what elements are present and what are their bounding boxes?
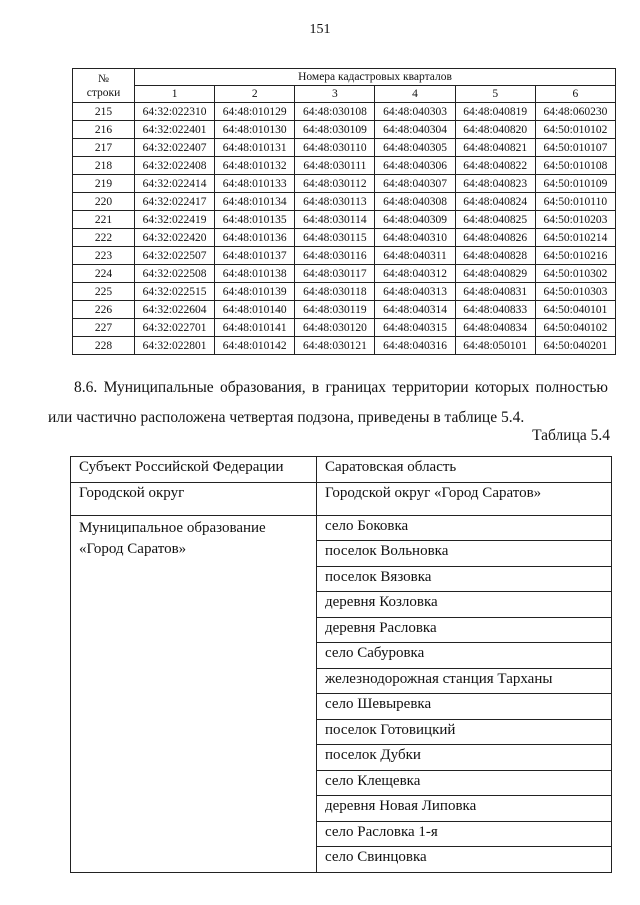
column-header: 1 (135, 86, 215, 103)
table-row (73, 175, 616, 193)
table-row (71, 515, 612, 541)
cadastral-number-cell: 64:32:022508 (135, 265, 215, 283)
cadastral-number-cell: 64:48:040303 (375, 103, 455, 121)
table-row (73, 265, 616, 283)
cadastral-number-cell: 64:50:010216 (535, 247, 615, 265)
table-row (73, 193, 616, 211)
cadastral-number-cell: 64:48:030116 (295, 247, 375, 265)
cadastral-number-cell: 64:48:040822 (455, 157, 535, 175)
cadastral-number-cell: 64:50:040201 (535, 337, 615, 355)
okrug-label: Городской округ (71, 482, 317, 515)
table-row (73, 283, 616, 301)
cadastral-number-cell: 64:48:040825 (455, 211, 535, 229)
settlement-name: поселок Дубки (317, 745, 612, 771)
table-row (73, 157, 616, 175)
cadastral-number-cell: 64:50:010102 (535, 121, 615, 139)
cadastral-number-cell: 64:32:022604 (135, 301, 215, 319)
row-number-header (73, 69, 135, 103)
settlement-name: село Сабуровка (317, 643, 612, 669)
cadastral-number-cell: 64:48:040305 (375, 139, 455, 157)
cadastral-number-cell: 64:48:010132 (215, 157, 295, 175)
cadastral-number-cell: 64:48:040824 (455, 193, 535, 211)
settlement-name: деревня Козловка (317, 592, 612, 618)
okrug-value: Городской округ «Город Саратов» (317, 482, 612, 515)
table-row (73, 229, 616, 247)
cadastral-number-cell: 64:48:040834 (455, 319, 535, 337)
column-header: 5 (455, 86, 535, 103)
column-header: 6 (535, 86, 615, 103)
row-number-cell: 215 (73, 103, 135, 121)
page-number: 151 (309, 22, 331, 37)
column-header: 4 (375, 86, 455, 103)
subject-value: Саратовская область (317, 457, 612, 483)
cadastral-number-cell: 64:48:030109 (295, 121, 375, 139)
cadastral-number-cell: 64:48:040313 (375, 283, 455, 301)
table-row (73, 103, 616, 121)
cadastral-number-cell: 64:48:030108 (295, 103, 375, 121)
row-number-cell: 228 (73, 337, 135, 355)
cadastral-number-cell: 64:48:040306 (375, 157, 455, 175)
cadastral-number-cell: 64:32:022515 (135, 283, 215, 301)
cadastral-number-cell: 64:32:022407 (135, 139, 215, 157)
cadastral-number-cell: 64:48:010141 (215, 319, 295, 337)
cadastral-number-cell: 64:50:010203 (535, 211, 615, 229)
table-row (73, 139, 616, 157)
settlement-name: поселок Вольновка (317, 541, 612, 567)
subject-label: Субъект Российской Федерации (71, 457, 317, 483)
table-row (73, 301, 616, 319)
cadastral-number-cell: 64:50:040101 (535, 301, 615, 319)
cadastral-number-cell: 64:48:030121 (295, 337, 375, 355)
row-number-header-bottom: строки (86, 86, 121, 99)
cadastral-number-cell: 64:50:010107 (535, 139, 615, 157)
cadastral-number-cell: 64:50:010109 (535, 175, 615, 193)
cadastral-number-cell: 64:48:040315 (375, 319, 455, 337)
cadastral-number-cell: 64:48:030117 (295, 265, 375, 283)
cadastral-number-cell: 64:32:022401 (135, 121, 215, 139)
paragraph-8-6: 8.6. Муниципальные образования, в границах территории которых полностью или частично расположена четвертая подзона, приведены в таблице 5.4. (48, 379, 608, 426)
cadastral-number-cell: 64:48:040316 (375, 337, 455, 355)
cadastral-number-cell: 64:48:040308 (375, 193, 455, 211)
settlement-name: поселок Готовицкий (317, 719, 612, 745)
municipal-table-body (71, 457, 612, 873)
row-number-cell: 220 (73, 193, 135, 211)
cadastral-number-cell: 64:48:030112 (295, 175, 375, 193)
settlement-name: село Шевыревка (317, 694, 612, 720)
cadastral-number-cell: 64:32:022414 (135, 175, 215, 193)
cadastral-number-cell: 64:48:030110 (295, 139, 375, 157)
row-number-cell: 217 (73, 139, 135, 157)
cadastral-number-cell: 64:48:040311 (375, 247, 455, 265)
column-header: 3 (295, 86, 375, 103)
cadastral-number-cell: 64:32:022419 (135, 211, 215, 229)
cadastral-number-cell: 64:48:010140 (215, 301, 295, 319)
cadastral-number-cell: 64:48:040828 (455, 247, 535, 265)
cadastral-number-cell: 64:32:022408 (135, 157, 215, 175)
cadastral-number-cell: 64:32:022417 (135, 193, 215, 211)
column-header: 2 (215, 86, 295, 103)
settlement-name: деревня Расловка (317, 617, 612, 643)
municipal-formation-label: Муниципальное образование «Город Саратов» (71, 515, 317, 872)
table-row (73, 211, 616, 229)
cadastral-number-cell: 64:48:030115 (295, 229, 375, 247)
row-number-header-top: № (98, 72, 109, 85)
cadastral-number-cell: 64:32:022310 (135, 103, 215, 121)
cadastral-number-cell: 64:48:010135 (215, 211, 295, 229)
cadastral-numbers-header: Номера кадастровых кварталов (135, 69, 616, 86)
cadastral-number-cell: 64:48:030118 (295, 283, 375, 301)
cadastral-number-cell: 64:48:050101 (455, 337, 535, 355)
settlement-name: село Расловка 1-я (317, 821, 612, 847)
cadastral-quarters-table (72, 68, 616, 355)
settlement-name: село Клещевка (317, 770, 612, 796)
row-number-cell: 224 (73, 265, 135, 283)
cadastral-number-cell: 64:48:040314 (375, 301, 455, 319)
cadastral-number-cell: 64:48:040829 (455, 265, 535, 283)
cadastral-number-cell: 64:48:030119 (295, 301, 375, 319)
cadastral-number-cell: 64:48:040833 (455, 301, 535, 319)
cadastral-number-cell: 64:48:030111 (295, 157, 375, 175)
row-number-cell: 227 (73, 319, 135, 337)
cadastral-number-cell: 64:48:040821 (455, 139, 535, 157)
settlement-name: поселок Вязовка (317, 566, 612, 592)
row-number-cell: 225 (73, 283, 135, 301)
row-number-cell: 223 (73, 247, 135, 265)
settlement-name: деревня Новая Липовка (317, 796, 612, 822)
row-number-cell: 222 (73, 229, 135, 247)
cadastral-number-cell: 64:48:010137 (215, 247, 295, 265)
cadastral-number-cell: 64:50:010303 (535, 283, 615, 301)
cadastral-number-cell: 64:48:040307 (375, 175, 455, 193)
table-caption: Таблица 5.4 (532, 427, 610, 444)
cadastral-number-cell: 64:48:010134 (215, 193, 295, 211)
municipal-formations-table (70, 456, 612, 873)
cadastral-number-cell: 64:48:060230 (535, 103, 615, 121)
cadastral-number-cell: 64:48:040304 (375, 121, 455, 139)
cadastral-number-cell: 64:32:022507 (135, 247, 215, 265)
cadastral-number-cell: 64:48:040826 (455, 229, 535, 247)
cadastral-number-cell: 64:48:010142 (215, 337, 295, 355)
cadastral-number-cell: 64:32:022701 (135, 319, 215, 337)
table-row (71, 457, 612, 483)
cadastral-number-cell: 64:48:030113 (295, 193, 375, 211)
row-number-cell: 216 (73, 121, 135, 139)
cadastral-number-cell: 64:48:010138 (215, 265, 295, 283)
row-number-cell: 221 (73, 211, 135, 229)
cadastral-number-cell: 64:48:010129 (215, 103, 295, 121)
cadastral-number-cell: 64:32:022801 (135, 337, 215, 355)
table-row (71, 482, 612, 515)
table-row (73, 319, 616, 337)
cadastral-number-cell: 64:48:030114 (295, 211, 375, 229)
cadastral-number-cell: 64:50:010108 (535, 157, 615, 175)
cadastral-number-cell: 64:48:040819 (455, 103, 535, 121)
row-number-cell: 219 (73, 175, 135, 193)
settlement-name: село Свинцовка (317, 847, 612, 873)
table-row (73, 337, 616, 355)
row-number-cell: 226 (73, 301, 135, 319)
cadastral-number-cell: 64:48:040820 (455, 121, 535, 139)
table-row (73, 247, 616, 265)
cadastral-number-cell: 64:48:030120 (295, 319, 375, 337)
cadastral-number-cell: 64:48:040823 (455, 175, 535, 193)
cadastral-number-cell: 64:48:010131 (215, 139, 295, 157)
cadastral-number-cell: 64:48:010136 (215, 229, 295, 247)
settlement-name: железнодорожная станция Тарханы (317, 668, 612, 694)
column-number-row (73, 86, 616, 103)
cadastral-number-cell: 64:48:010133 (215, 175, 295, 193)
cadastral-number-cell: 64:48:040312 (375, 265, 455, 283)
cadastral-number-cell: 64:48:040831 (455, 283, 535, 301)
cadastral-number-cell: 64:32:022420 (135, 229, 215, 247)
cadastral-number-cell: 64:50:010110 (535, 193, 615, 211)
cadastral-number-cell: 64:48:010130 (215, 121, 295, 139)
cadastral-number-cell: 64:50:040102 (535, 319, 615, 337)
table-row (73, 121, 616, 139)
cadastral-number-cell: 64:48:040310 (375, 229, 455, 247)
cadastral-number-cell: 64:48:010139 (215, 283, 295, 301)
settlement-name: село Боковка (317, 515, 612, 541)
cadastral-number-cell: 64:50:010214 (535, 229, 615, 247)
row-number-cell: 218 (73, 157, 135, 175)
cadastral-number-cell: 64:50:010302 (535, 265, 615, 283)
cadastral-number-cell: 64:48:040309 (375, 211, 455, 229)
table-header-row (73, 69, 616, 86)
cadastral-table-body (73, 103, 616, 355)
